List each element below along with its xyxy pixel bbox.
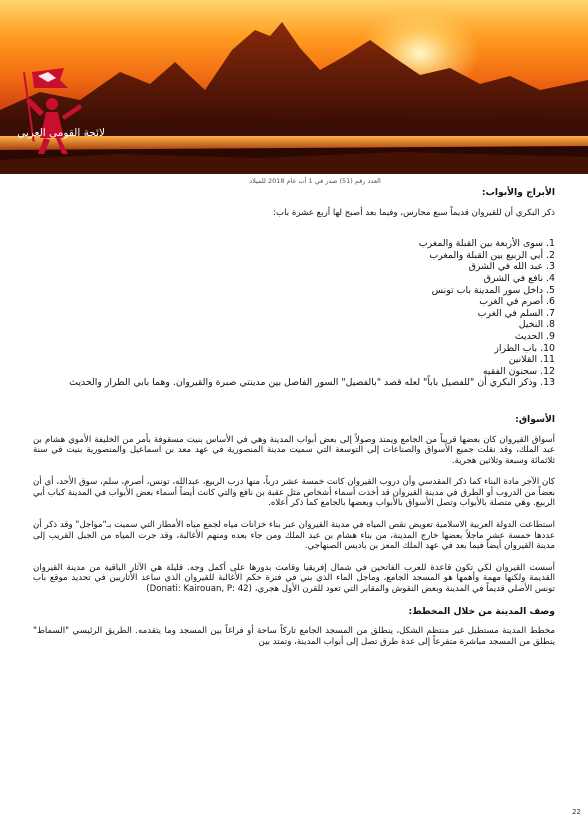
list-item: [33, 238, 555, 250]
list-text: داخل سور المدينة باب تونس: [431, 284, 544, 296]
list-text: باب الطراز: [494, 342, 538, 354]
list-text: القلانين: [508, 354, 538, 366]
list-item: [33, 273, 555, 285]
list-text: الحديث: [514, 330, 544, 342]
header-banner: [0, 0, 588, 174]
markets-paragraph-3: استطاعت الدولة العربية الاسلامية تعويض نقص المياه في مدينة القيروان عبر بناء خزانات مياه لجمع مياه الأمطار التي سميت بـ"مواجل" وقد ذكر أن عددها خمسة عشر ماجلاً بعضها خارج المدينة، من بناء هشام بن عبد الملك ومن جاء بعده ومنهم الأغالبة، وقد جرت المياه من الجبل القريب إلى مدينة القيروان أيضاً فيما بعد في عهد الملك المعز بن باديس الصنهاجي.: [33, 520, 555, 552]
list-number: 1.: [546, 238, 555, 250]
list-number: 6.: [546, 296, 555, 308]
list-text: سحنون الفقيه: [482, 365, 538, 377]
list-number: 4.: [546, 272, 555, 284]
list-number: 12.: [540, 365, 555, 377]
logo-caption: لائحة القومي العربي: [17, 127, 105, 139]
list-item: [33, 250, 555, 262]
list-item: [33, 261, 555, 273]
list-text: نافع في الشرق: [483, 272, 544, 284]
gates-intro: ذكر البكري أن للقيروان قديماً سبع محارس، وفيما بعد أصبح لها أربع عشرة باب:: [273, 207, 555, 218]
list-item: [33, 331, 555, 343]
list-item: [33, 366, 555, 378]
list-number: 5.: [546, 284, 555, 296]
list-item: [33, 296, 555, 308]
list-item: [33, 319, 555, 331]
list-text: وذكر البكري أن "للفصيل باباً" لعله قصد "بالفصيل" السور الفاصل بين مدينتي صبرة والقيروان. وهما بابي الطراز والحديث: [69, 377, 538, 389]
list-number: 13.: [540, 377, 555, 389]
list-item: [33, 354, 555, 366]
issue-info: العدد رقم (51) صدر في 1 أب عام 2018 للميلاد: [249, 177, 381, 185]
list-number: 7.: [546, 307, 555, 319]
markets-paragraph-2: كان الآجر مادة البناء كما ذكر المقدسي وأن دروب القيروان كانت خمسة عشر درباً، منها درب الربيع، عبدالله، تونس، أصرم، سلم، سوق الأحد، أي أن بعضاً من الدروب أو الطرق في مدينة القيروان قد أخذت أسماء أشخاص مثل عقبة بن نافع والتي كانت أيضاً أسماء بعض الأبواب في المدينة كباب أبي الربيع. وهي متصلة بالأبواب وتصل الأسواق بالأبواب وبعضها بالجامع كما ذكر أعلاه.: [33, 477, 555, 509]
list-text: عبد الله في الشرق: [468, 261, 544, 273]
list-number: 11.: [540, 354, 555, 366]
list-number: 8.: [546, 319, 555, 331]
list-text: النخيل: [518, 319, 544, 331]
list-number: 9.: [546, 330, 555, 342]
plan-heading: وصف المدينة من خلال المخطط:: [408, 605, 555, 617]
gates-list: [33, 238, 555, 389]
list-text: أبي الربيع بين القبلة والمغرب: [429, 249, 544, 261]
list-number: 2.: [546, 249, 555, 261]
article-body: [33, 188, 555, 647]
citation: (Donati: Kairouan, P: 42): [146, 584, 253, 595]
list-item: [33, 308, 555, 320]
gates-heading: الأبراج والأبواب:: [481, 187, 555, 198]
list-text: سوى الأربعة بين القبلة والمغرب: [418, 238, 544, 250]
list-text: السلم في الغرب: [477, 307, 544, 319]
list-item: [33, 343, 555, 355]
plan-paragraph-1: مخطط المدينة مستطيل غير منتظم الشكل، ينطلق من المسجد الجامع تاركاً ساحة أو فراغاً بين المسجد وما يتقدمه. الطريق الرئيسي "السماط" ينطلق من المسجد مباشرة متفرعاً إلى عدة طرق تصل إلى أبواب المدينة، وتمتد بين: [33, 626, 555, 647]
list-number: 3.: [546, 261, 555, 273]
list-text: أصرم في الغرب: [479, 296, 544, 308]
markets-paragraph-4: [33, 563, 555, 595]
list-number: 10.: [540, 342, 555, 354]
markets-heading: الأسواق:: [515, 413, 555, 425]
list-item: [33, 377, 555, 389]
page-number: 22: [572, 808, 581, 816]
list-item: [33, 285, 555, 297]
markets-paragraph-1: أسواق القيروان كان بعضها قريباً من الجامع ويمتد وصولاً إلى بعض أبواب المدينة وهي في الأساس بنيت مسقوفة بأمر من الخليفة الأموي هشام بن عبد الملك، وقد نقلت جميع الأسواق والصناعات إلى التوسعة التي سميت مدينة المنصورية في عهد معد بن اسماعيل والمنصورية بنيت في سنة ثلاثمائة وسبعة وثلاثين هجرية.: [33, 434, 555, 466]
arab-nationalist-logo: [4, 58, 116, 160]
paragraph-text: أسست القيروان لكي تكون قاعدة للعرب الفاتحين في شمال إفريقيا وقامت بدورها على أكمل وجه. قليلة هي الآثار الباقية من مدينة القيروان القديمة ولكنها مهمة وأهمها هو المسجد الجامع، وماجل الماء الذي بني في فترة حكم الأغالبة للقيروان الذي ساعد الأثاريين في تحديد موقع باب تونس الأصلي قديماً في المدينة وبعض النقوش والمقابر التي تعود للقرن الأول هجري،: [33, 562, 555, 595]
